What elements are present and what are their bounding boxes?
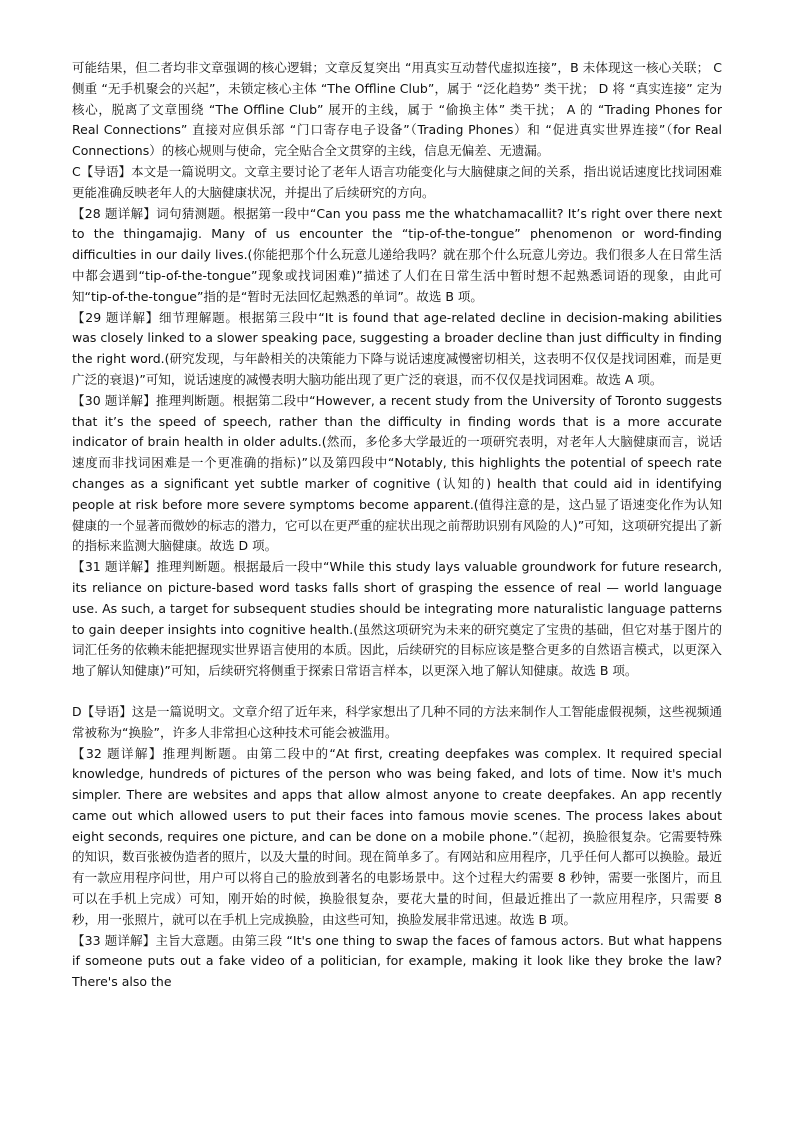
- question-30-explanation: 【30 题详解】推理判断题。根据第二段中“However, a recent study from the University of Toronto suggests that it’s the speed of speech, rather than the difficulty in finding words that is a more accurate indicator of brain health in older adults.(然而，多伦多大学最近的一项研究表明，对老年人大脑健康而言，说话速度而非找词困难是一个更准确的指标)”以及第四段中“Notably, this highlights the potential of speech rate changes as a significant yet subtle marker of cognitive (认知的) health that could aid in identifying people at risk before more severe symptoms become apparent.(值得注意的是，这凸显了语速变化作为认知健康的一个显著而微妙的标志的潜力，它可以在更严重的症状出现之前帮助识别有风险的人)”可知，这项研究提出了新的指标来监测大脑健康。故选 D 项。: [72, 392, 722, 554]
- answer-explanation-paragraph: 可能结果，但二者均非文章强调的核心逻辑；文章反复突出 “用真实互动替代虚拟连接”，B 未体现这一核心关联； C 侧重 “无手机聚会的兴起”，未锁定核心主体 “The Offline Club”，属于 “泛化趋势” 类干扰； D 将 “真实连接” 定为核心，脱离了文章围绕 “The Offline Club” 展开的主线，属于 “偷换主体” 类干扰； A 的 “Trading Phones for Real Connections” 直接对应俱乐部 “门口寄存电子设备”（Trading Phones）和 “促进真实世界连接”（for Real Connections）的核心规则与使命，完全贴合全文贯穿的主线，信息无偏差、无遗漏。: [72, 60, 722, 159]
- document-page: [72, 58, 722, 993]
- question-32-explanation: 【32 题详解】推理判断题。由第二段中的“At first, creating deepfakes was complex. It required special knowledge, hundreds of pictures of the person who was being faked, and lots of time. Now it's much simpler. There are websites and apps that allow almost anyone to create deepfakes. An app recently came out which allowed users to put their faces into famous movie scenes. The process lakes about eight seconds, requires one picture, and can be done on a mobile phone.”（起初，换脸很复杂。它需要特殊的知识，数百张被伪造者的照片，以及大量的时间。现在简单多了。有网站和应用程序，几乎任何人都可以换脸。最近有一款应用程序问世，用户可以将自己的脸放到著名的电影场景中。这个过程大约需要 8 秒钟，需要一张图片，而且可以在手机上完成）可知，刚开始的时候，换脸很复杂，要花大量的时间，但最近推出了一款应用程序，只需要 8 秒，用一张照片，就可以在手机上完成换脸，由这些可知，换脸发展非常迅速。故选 B 项。: [72, 745, 723, 927]
- question-33-explanation: 【33 题详解】主旨大意题。由第三段 “It's one thing to swap the faces of famous actors. But what happens if someone puts out a fake video of a politician, for example, making it look like they broke the law? There's also the: [72, 932, 722, 990]
- section-spacer: [72, 682, 722, 702]
- question-28-explanation: 【28 题详解】词句猜测题。根据第一段中“Can you pass me the whatchamacallit? It’s right over there next to the thingamajig. Many of us encounter the “tip-of-the-tongue” phenomenon or word-finding difficulties in our daily lives.(你能把那个什么玩意儿递给我吗？就在那个什么玩意儿旁边。我们很多人在日常生活中都会遇到“tip-of-the-tongue”现象或找词困难)”描述了人们在日常生活中暂时想不起熟悉词语的现象，由此可知“tip-of-the-tongue”指的是“暂时无法回忆起熟悉的单词”。故选 B 项。: [72, 205, 722, 304]
- passage-c-intro: C【导语】本文是一篇说明文。文章主要讨论了老年人语言功能变化与大脑健康之间的关系，指出说话速度比找词困难更能准确反映老年人的大脑健康状况，并提出了后续研究的方向。: [72, 163, 722, 200]
- question-31-explanation: 【31 题详解】推理判断题。根据最后一段中“While this study lays valuable groundwork for future research, its reliance on picture-based word tasks falls short of grasping the essence of real — world language use. As such, a target for subsequent studies should be integrating more naturalistic language patterns to gain deeper insights into cognitive health.(虽然这项研究为未来的研究奠定了宝贵的基础，但它对基于图片的词汇任务的依赖未能把握现实世界语言使用的本质。因此，后续研究的目标应该是整合更多的自然语言模式，以更深入地了解认知健康)”可知，后续研究将侧重于探索日常语言样本，以更深入地了解认知健康。故选 B 项。: [72, 559, 723, 679]
- question-29-explanation: 【29 题详解】细节理解题。根据第三段中“It is found that age-related decline in decision-making abilities was closely linked to a slower speaking pace, suggesting a broader decline than just difficulty in finding the right word.(研究发现，与年龄相关的决策能力下降与说话速度减慢密切相关，这表明不仅仅是找词困难，而是更广泛的衰退)”可知，说话速度的减慢表明大脑功能出现了更广泛的衰退，而不仅仅是找词困难。故选 A 项。: [72, 309, 722, 387]
- passage-d-intro: D【导语】这是一篇说明文。文章介绍了近年来，科学家想出了几种不同的方法来制作人工智能虚假视频，这些视频通常被称为“换脸”，许多人非常担心这种技术可能会被滥用。: [72, 703, 722, 740]
